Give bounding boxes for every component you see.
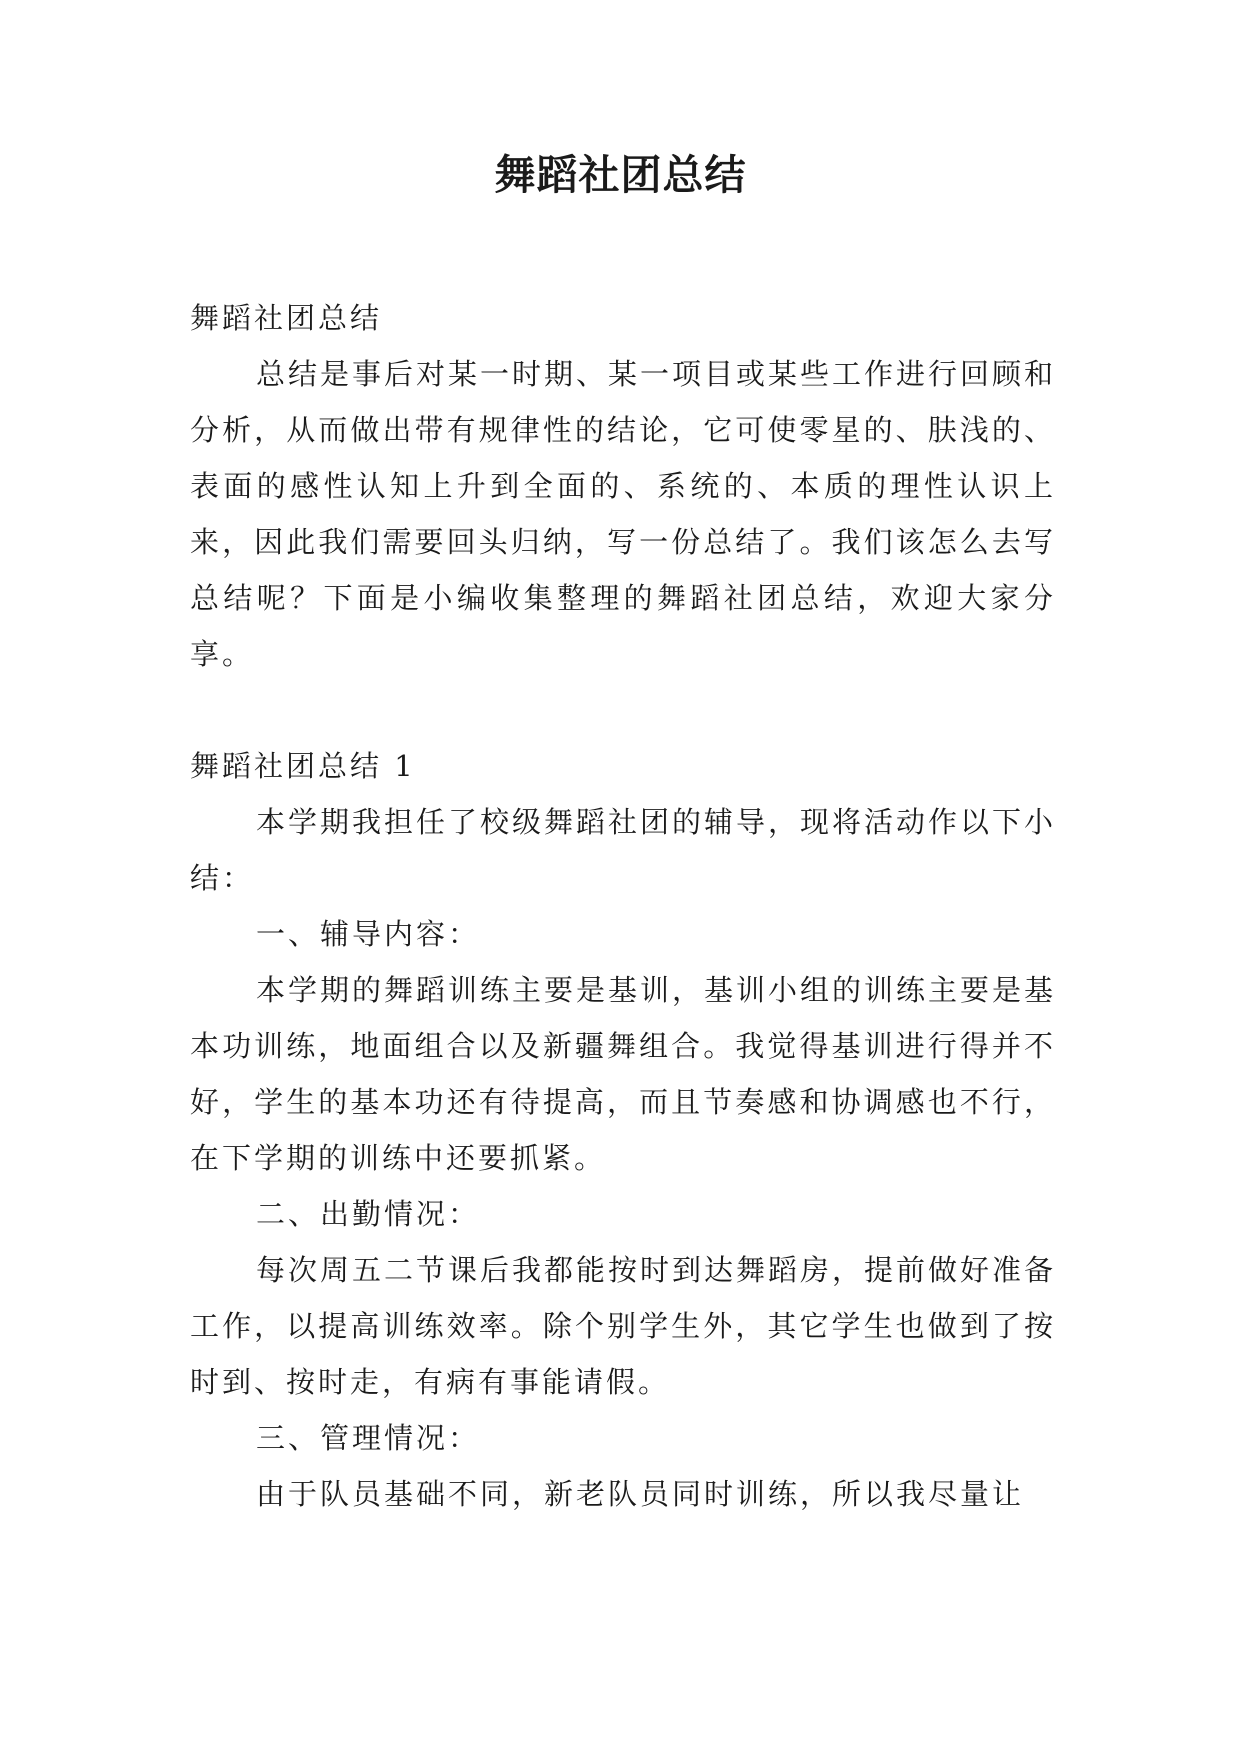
intro-heading: 舞蹈社团总结 [190, 301, 383, 335]
subheading-attendance: 二、出勤情况： [256, 1197, 481, 1231]
section-spacer [190, 682, 1056, 738]
section1-heading: 舞蹈社团总结 1 [190, 749, 416, 783]
subheading-management: 三、管理情况： [256, 1421, 481, 1455]
subheading-guidance-content: 一、辅导内容： [256, 917, 481, 951]
document-body [190, 290, 1056, 1522]
document-title: 舞蹈社团总结 [494, 151, 747, 199]
section1-paragraph-4: 由于队员基础不同，新老队员同时训练，所以我尽量让 [256, 1477, 1025, 1511]
section1-paragraph-1: 本学期我担任了校级舞蹈社团的辅导，现将活动作以下小结： [190, 805, 1057, 895]
intro-paragraph: 总结是事后对某一时期、某一项目或某些工作进行回顾和分析，从而做出带有规律性的结论，它可使零星的、肤浅的、表面的感性认知上升到全面的、系统的、本质的理性认识上来，因此我们需要回头归纳，写一份总结了。我们该怎么去写总结呢？下面是小编收集整理的舞蹈社团总结，欢迎大家分享。 [190, 357, 1057, 671]
section1-paragraph-3: 每次周五二节课后我都能按时到达舞蹈房，提前做好准备工作，以提高训练效率。除个别学生外，其它学生也做到了按时到、按时走，有病有事能请假。 [190, 1253, 1057, 1399]
section1-paragraph-2: 本学期的舞蹈训练主要是基训，基训小组的训练主要是基本功训练，地面组合以及新疆舞组合。我觉得基训进行得并不好，学生的基本功还有待提高，而且节奏感和协调感也不行，在下学期的训练中还要抓紧。 [190, 973, 1057, 1175]
